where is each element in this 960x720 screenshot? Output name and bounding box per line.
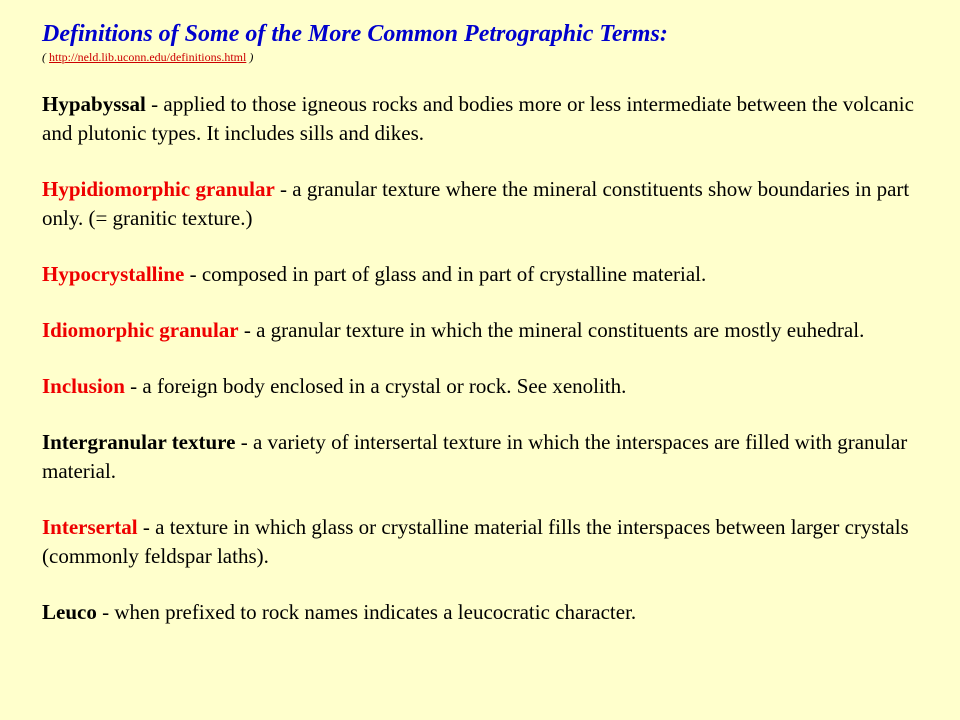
term-separator: -	[235, 430, 253, 454]
definition-entry-leuco	[42, 598, 932, 627]
term: Hypidiomorphic granular	[42, 177, 275, 201]
term-separator: -	[145, 92, 164, 116]
definition-text: a granular texture where the mineral constituents show boundaries in part only. (= granitic texture.)	[42, 177, 910, 230]
definition-entry-hypidiomorphic-granular	[42, 175, 932, 233]
definition-text: a variety of intersertal texture in which the interspaces are filled with granular material.	[42, 430, 908, 483]
term: Intergranular texture	[42, 430, 236, 454]
source-prefix: (	[42, 50, 49, 64]
definition-text: a granular texture in which the mineral constituents are mostly euhedral.	[256, 318, 865, 342]
term-separator: -	[184, 262, 202, 286]
definition-text: when prefixed to rock names indicates a leucocratic character.	[114, 600, 637, 624]
term: Idiomorphic granular	[42, 318, 239, 342]
source-link[interactable]: http://neld.lib.uconn.edu/definitions.html	[49, 50, 247, 64]
source-suffix: )	[246, 50, 254, 64]
source-citation	[42, 50, 932, 64]
page-title: Definitions of Some of the More Common Petrographic Terms:	[42, 21, 668, 47]
definitions-list	[42, 90, 932, 627]
definition-entry-hypabyssal	[42, 90, 932, 148]
definition-text: applied to those igneous rocks and bodies more or less intermediate between the volcanic and plutonic types. It includes sills and dikes.	[42, 92, 914, 145]
definition-entry-idiomorphic-granular	[42, 316, 932, 345]
term: Hypocrystalline	[42, 262, 185, 286]
term: Inclusion	[42, 374, 125, 398]
definition-text: a foreign body enclosed in a crystal or rock. See xenolith.	[142, 374, 627, 398]
term: Intersertal	[42, 515, 138, 539]
definition-entry-inclusion	[42, 372, 932, 401]
term: Hypabyssal	[42, 92, 146, 116]
definition-entry-hypocrystalline	[42, 260, 932, 289]
definition-entry-intergranular-texture	[42, 428, 932, 486]
term: Leuco	[42, 600, 97, 624]
slide-content	[42, 20, 932, 654]
definition-text: a texture in which glass or crystalline material fills the interspaces between larger crystals (commonly feldspar laths).	[42, 515, 909, 568]
term-separator: -	[124, 374, 143, 398]
definition-text: composed in part of glass and in part of crystalline material.	[201, 262, 707, 286]
term-separator: -	[96, 600, 115, 624]
definition-entry-intersertal	[42, 513, 932, 571]
term-separator: -	[274, 177, 293, 201]
term-separator: -	[238, 318, 257, 342]
term-separator: -	[137, 515, 156, 539]
